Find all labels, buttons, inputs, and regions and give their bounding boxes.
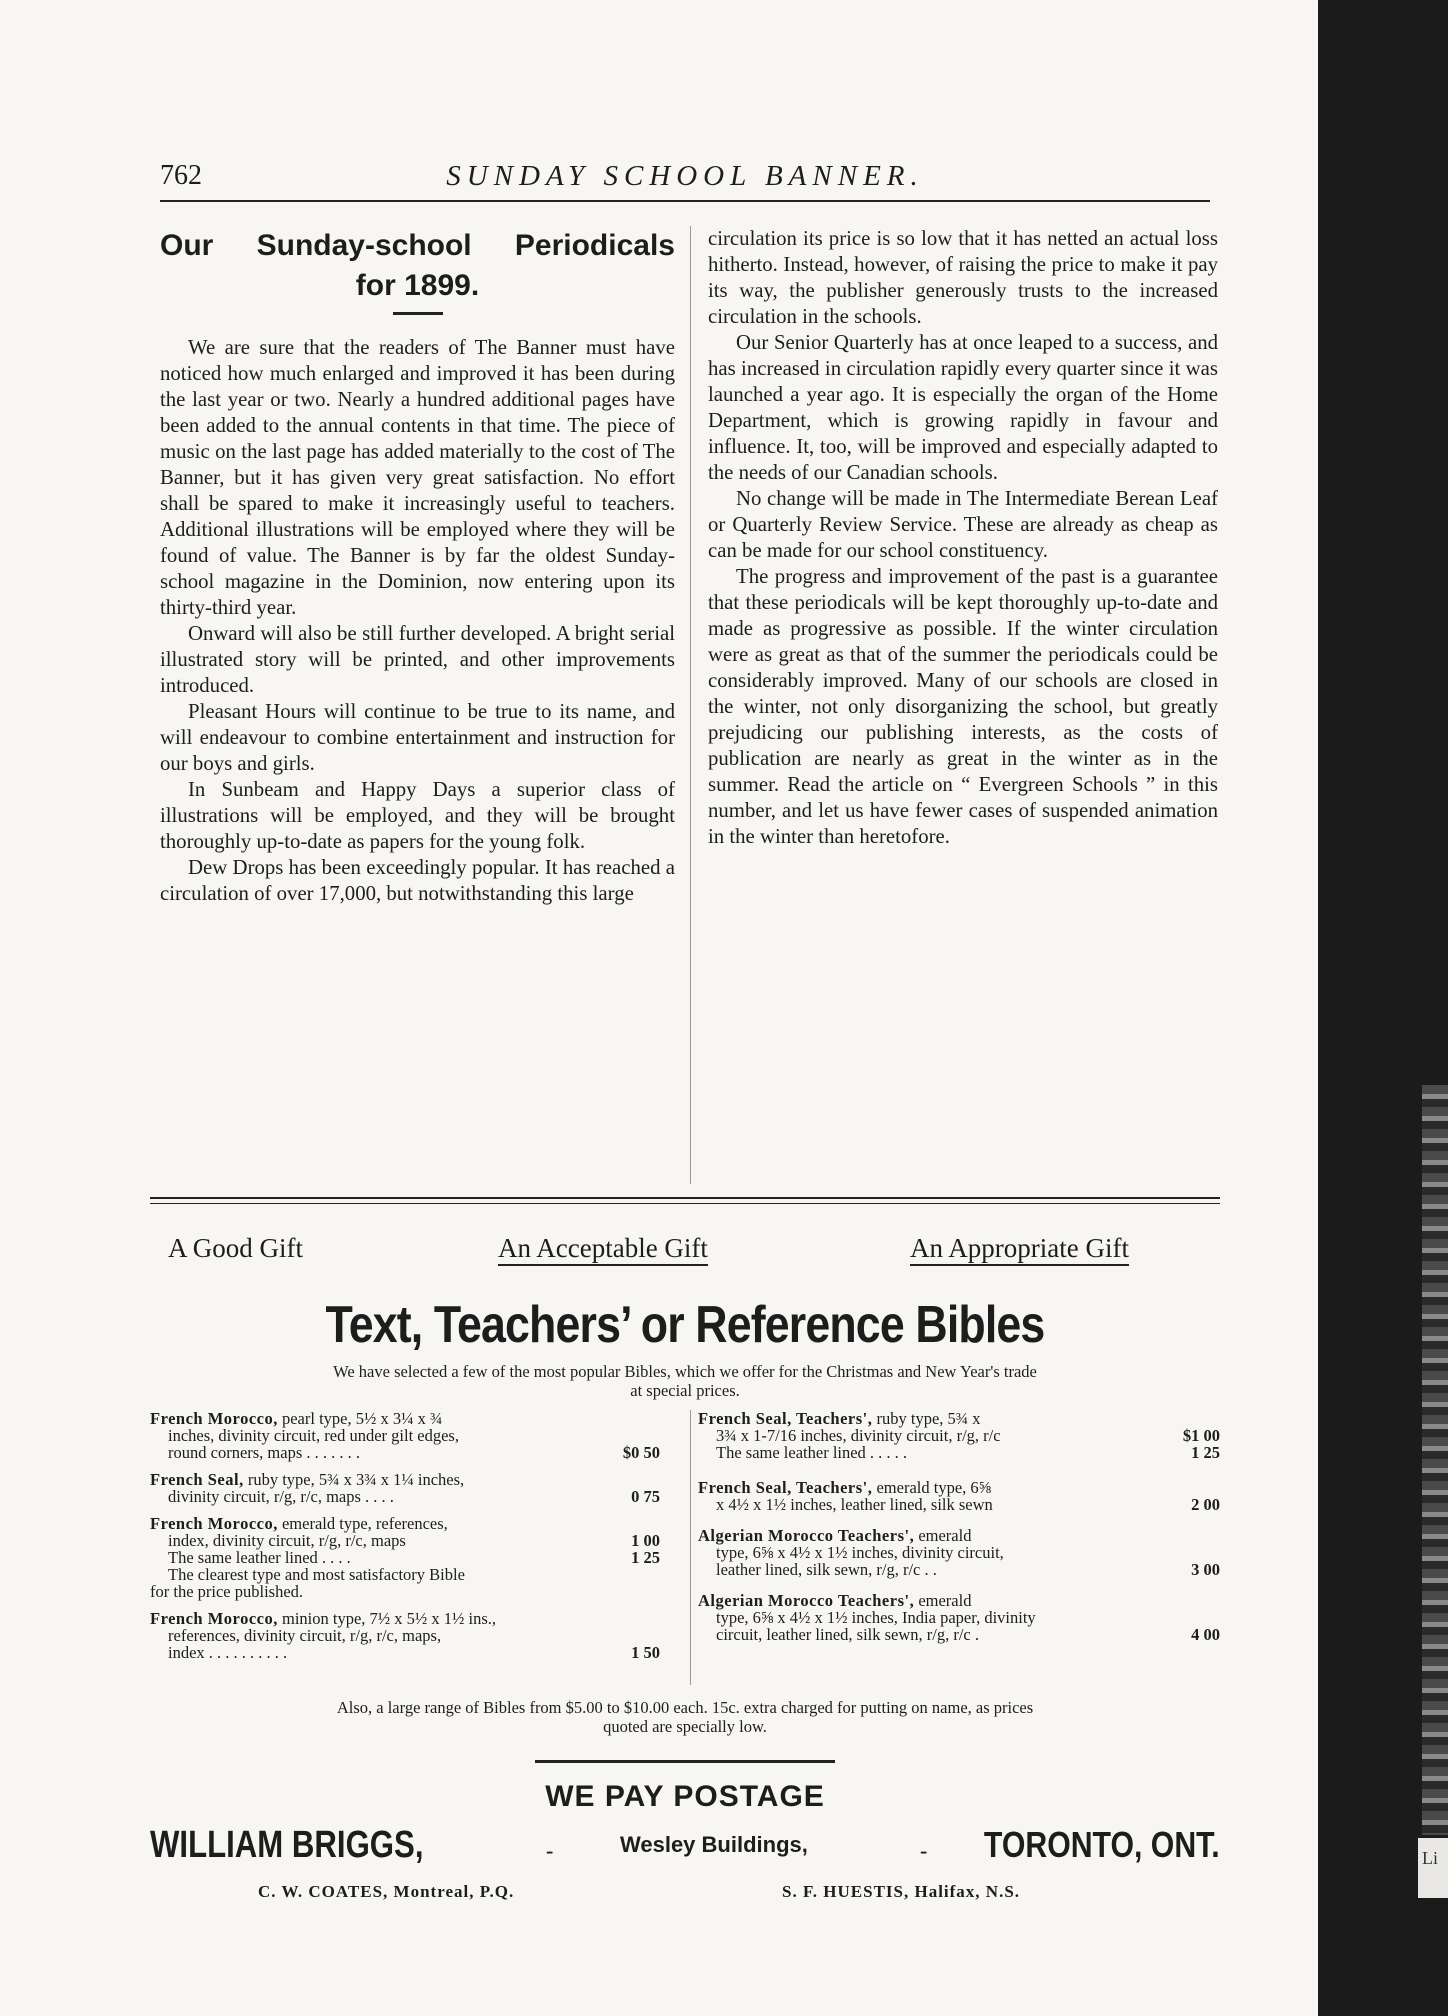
bible-desc: The same leather lined . . . . .	[716, 1443, 908, 1462]
agent-halifax: S. F. HUESTIS, Halifax, N.S.	[782, 1882, 1021, 1901]
bible-desc: 3¾ x 1-7/16 inches, divinity circuit, r/g, r/c	[716, 1426, 1001, 1445]
bible-desc: ruby type, 5¾ x 3¾ x 1¼ inches,	[247, 1470, 465, 1489]
bible-name: French Seal,	[150, 1470, 244, 1489]
intro-line: We have selected a few of the most popular Bibles, which we offer for the Christmas and New Year's trade	[333, 1362, 1037, 1381]
agents-row	[150, 1882, 1220, 1906]
price: 1 50	[631, 1643, 660, 1662]
bible-desc: x 4½ x 1½ inches, leather lined, silk sewn	[716, 1495, 993, 1514]
bible-item	[150, 1410, 660, 1461]
price: 1 00	[631, 1531, 660, 1550]
paragraph: Our Senior Quarterly has at once leaped to a success, and has increased in circulation rapidly every quarter since it was launched a year ago. It is especially the organ of the Home Department, which is growing rapidly in favour and influence. It, too, will be improved and especially adapted to the needs of our Canadian schools.	[708, 331, 1218, 484]
intro-line: at special prices.	[630, 1381, 740, 1400]
ad-top-rule	[150, 1197, 1220, 1199]
bible-desc: index . . . . . . . . . .	[168, 1643, 288, 1662]
header-rule	[160, 200, 1210, 202]
bible-desc: references, divinity circuit, r/g, r/c, maps,	[168, 1626, 442, 1645]
bible-desc: round corners, maps . . . . . . .	[168, 1443, 361, 1462]
page-number: 762	[160, 160, 202, 191]
ad-intro	[150, 1362, 1220, 1400]
gift-label: An Acceptable Gift	[498, 1233, 708, 1266]
page-header	[160, 160, 1210, 200]
article-column-right	[708, 226, 1218, 850]
publisher-row	[150, 1824, 1220, 1874]
bible-item	[150, 1471, 660, 1505]
publisher-name: WILLIAM BRIGGS,	[150, 1824, 424, 1866]
bible-item	[698, 1410, 1220, 1461]
article-column-left	[160, 226, 675, 907]
paragraph: We are sure that the readers of The Banner must have noticed how much enlarged and improved it has been during the last year or two. Nearly a hundred additional pages have been added to the annual contents in that time. The piece of music on the last page has added materially to the cost of The Banner, but it has given very great satisfaction. No effort shall be spared to make it increasingly useful to teachers. Additional illustrations will be employed where they will be found of value. The Banner is by far the oldest Sunday-school magazine in the Dominion, now entering upon its thirty-third year.	[160, 336, 675, 619]
bible-list-right	[698, 1410, 1220, 1653]
bible-name: French Morocco,	[150, 1609, 278, 1628]
bible-desc: minion type, 7½ x 5½ x 1½ ins.,	[281, 1609, 497, 1628]
price: 0 75	[631, 1487, 660, 1506]
bible-desc: emerald type, references,	[281, 1514, 448, 1533]
bible-name: Algerian Morocco Teachers',	[698, 1591, 915, 1610]
bible-desc: type, 6⅝ x 4½ x 1½ inches, India paper, divinity	[716, 1608, 1036, 1627]
ad-top-rule-2	[150, 1203, 1220, 1204]
bible-note: for the price published.	[150, 1582, 304, 1601]
paragraph: Pleasant Hours will continue to be true to its name, and will endeavour to combine entertainment and instruction for our boys and girls.	[160, 700, 675, 775]
bible-name: French Morocco,	[150, 1409, 278, 1428]
title-line-2: for 1899.	[355, 269, 480, 302]
article-title	[160, 226, 675, 306]
bible-name: French Morocco,	[150, 1514, 278, 1533]
footer-rule	[535, 1760, 835, 1763]
title-dash	[393, 312, 443, 315]
bible-name: Algerian Morocco Teachers',	[698, 1526, 915, 1545]
bible-desc: circuit, leather lined, silk sewn, r/g, r/c .	[716, 1625, 980, 1644]
bible-list-divider	[690, 1410, 691, 1685]
adjacent-page-text: Li	[1422, 1848, 1438, 1868]
paragraph: No change will be made in The Intermediate Berean Leaf or Quarterly Review Service. These are already as cheap as can be made for our school constituency.	[708, 487, 1218, 562]
title-word: Sunday-school	[256, 229, 472, 262]
paragraph: Onward will also be still further developed. A bright serial illustrated story will be printed, and other improvements introduced.	[160, 622, 675, 697]
bible-desc: emerald type, 6⅝	[876, 1478, 992, 1497]
bible-desc: index, divinity circuit, r/g, r/c, maps	[168, 1531, 406, 1550]
bible-item	[698, 1592, 1220, 1643]
bible-item	[150, 1515, 660, 1600]
bible-desc: leather lined, silk sewn, r/g, r/c . .	[716, 1560, 937, 1579]
bible-desc: pearl type, 5½ x 3¼ x ¾	[281, 1409, 443, 1428]
bible-desc: inches, divinity circuit, red under gilt edges,	[168, 1426, 459, 1445]
price: 1 25	[631, 1548, 660, 1567]
bible-desc: type, 6⅝ x 4½ x 1½ inches, divinity circuit,	[716, 1543, 1004, 1562]
bible-note: The clearest type and most satisfactory Bible	[168, 1565, 465, 1584]
agent-montreal: C. W. COATES, Montreal, P.Q.	[258, 1882, 515, 1901]
paragraph: Dew Drops has been exceedingly popular. It has reached a circulation of over 17,000, but notwithstanding this large	[160, 856, 675, 905]
bible-name: French Seal, Teachers',	[698, 1478, 873, 1497]
paragraph: In Sunbeam and Happy Days a superior class of illustrations will be employed, and they will be brought thoroughly up-to-date as papers for the young folk.	[160, 778, 675, 853]
postage-banner: WE PAY POSTAGE	[545, 1780, 825, 1813]
bible-item	[698, 1527, 1220, 1578]
title-word: Our	[160, 229, 214, 262]
footnote-line: Also, a large range of Bibles from $5.00 to $10.00 each. 15c. extra charged for putting on name, as prices	[336, 1698, 1034, 1717]
price: 3 00	[1191, 1560, 1220, 1579]
bible-desc: divinity circuit, r/g, r/c, maps . . . .	[168, 1487, 394, 1506]
bible-list-left	[150, 1410, 660, 1671]
price: 2 00	[1191, 1495, 1220, 1514]
publisher-city: TORONTO, ONT.	[984, 1824, 1220, 1865]
column-divider	[690, 226, 691, 1184]
ad-title: Text, Teachers’ or Reference Bibles	[325, 1296, 1045, 1354]
publisher-address: Wesley Buildings,	[620, 1832, 808, 1857]
ad-footnote	[150, 1698, 1220, 1736]
running-title: SUNDAY SCHOOL BANNER.	[446, 160, 924, 192]
title-word: Periodicals	[514, 229, 675, 262]
separator-dash: -	[920, 1838, 928, 1863]
bible-name: French Seal, Teachers',	[698, 1409, 873, 1428]
bible-desc: The same leather lined . . . .	[168, 1548, 351, 1567]
price: $0 50	[622, 1443, 660, 1462]
gift-label: An Appropriate Gift	[910, 1233, 1129, 1266]
paragraph: The progress and improvement of the past is a guarantee that these periodicals will be kept thoroughly up-to-date and made as progressive as possible. If the winter circulation were as great as that of the summer the periodicals could be considerably improved. Many of our schools are closed in the winter, not only disorganizing the school, but greatly prejudicing our publishing interests, as the costs of publication are nearly as great in the winter as in the summer. Read the article on “ Evergreen Schools ” in this number, and let us have fewer cases of suspended animation in the winter than heretofore.	[708, 565, 1218, 848]
gift-label: A Good Gift	[168, 1233, 303, 1263]
paragraph: circulation its price is so low that it has netted an actual loss hitherto. Instead, however, of raising the price to make it pay its way, the publisher generously trusts to the increased circulation in the schools.	[708, 227, 1218, 328]
gift-row	[150, 1233, 1220, 1283]
adjacent-page-image	[1422, 1085, 1448, 1835]
price: 1 25	[1191, 1443, 1220, 1462]
bible-desc: emerald	[918, 1526, 972, 1545]
price: 4 00	[1191, 1625, 1220, 1644]
bible-desc: ruby type, 5¾ x	[876, 1409, 981, 1428]
separator-dash: -	[546, 1838, 554, 1863]
footnote-line: quoted are specially low.	[603, 1717, 767, 1736]
price: $1 00	[1182, 1426, 1220, 1445]
bible-item	[150, 1610, 660, 1661]
bible-item	[698, 1479, 1220, 1513]
bible-desc: emerald	[918, 1591, 972, 1610]
